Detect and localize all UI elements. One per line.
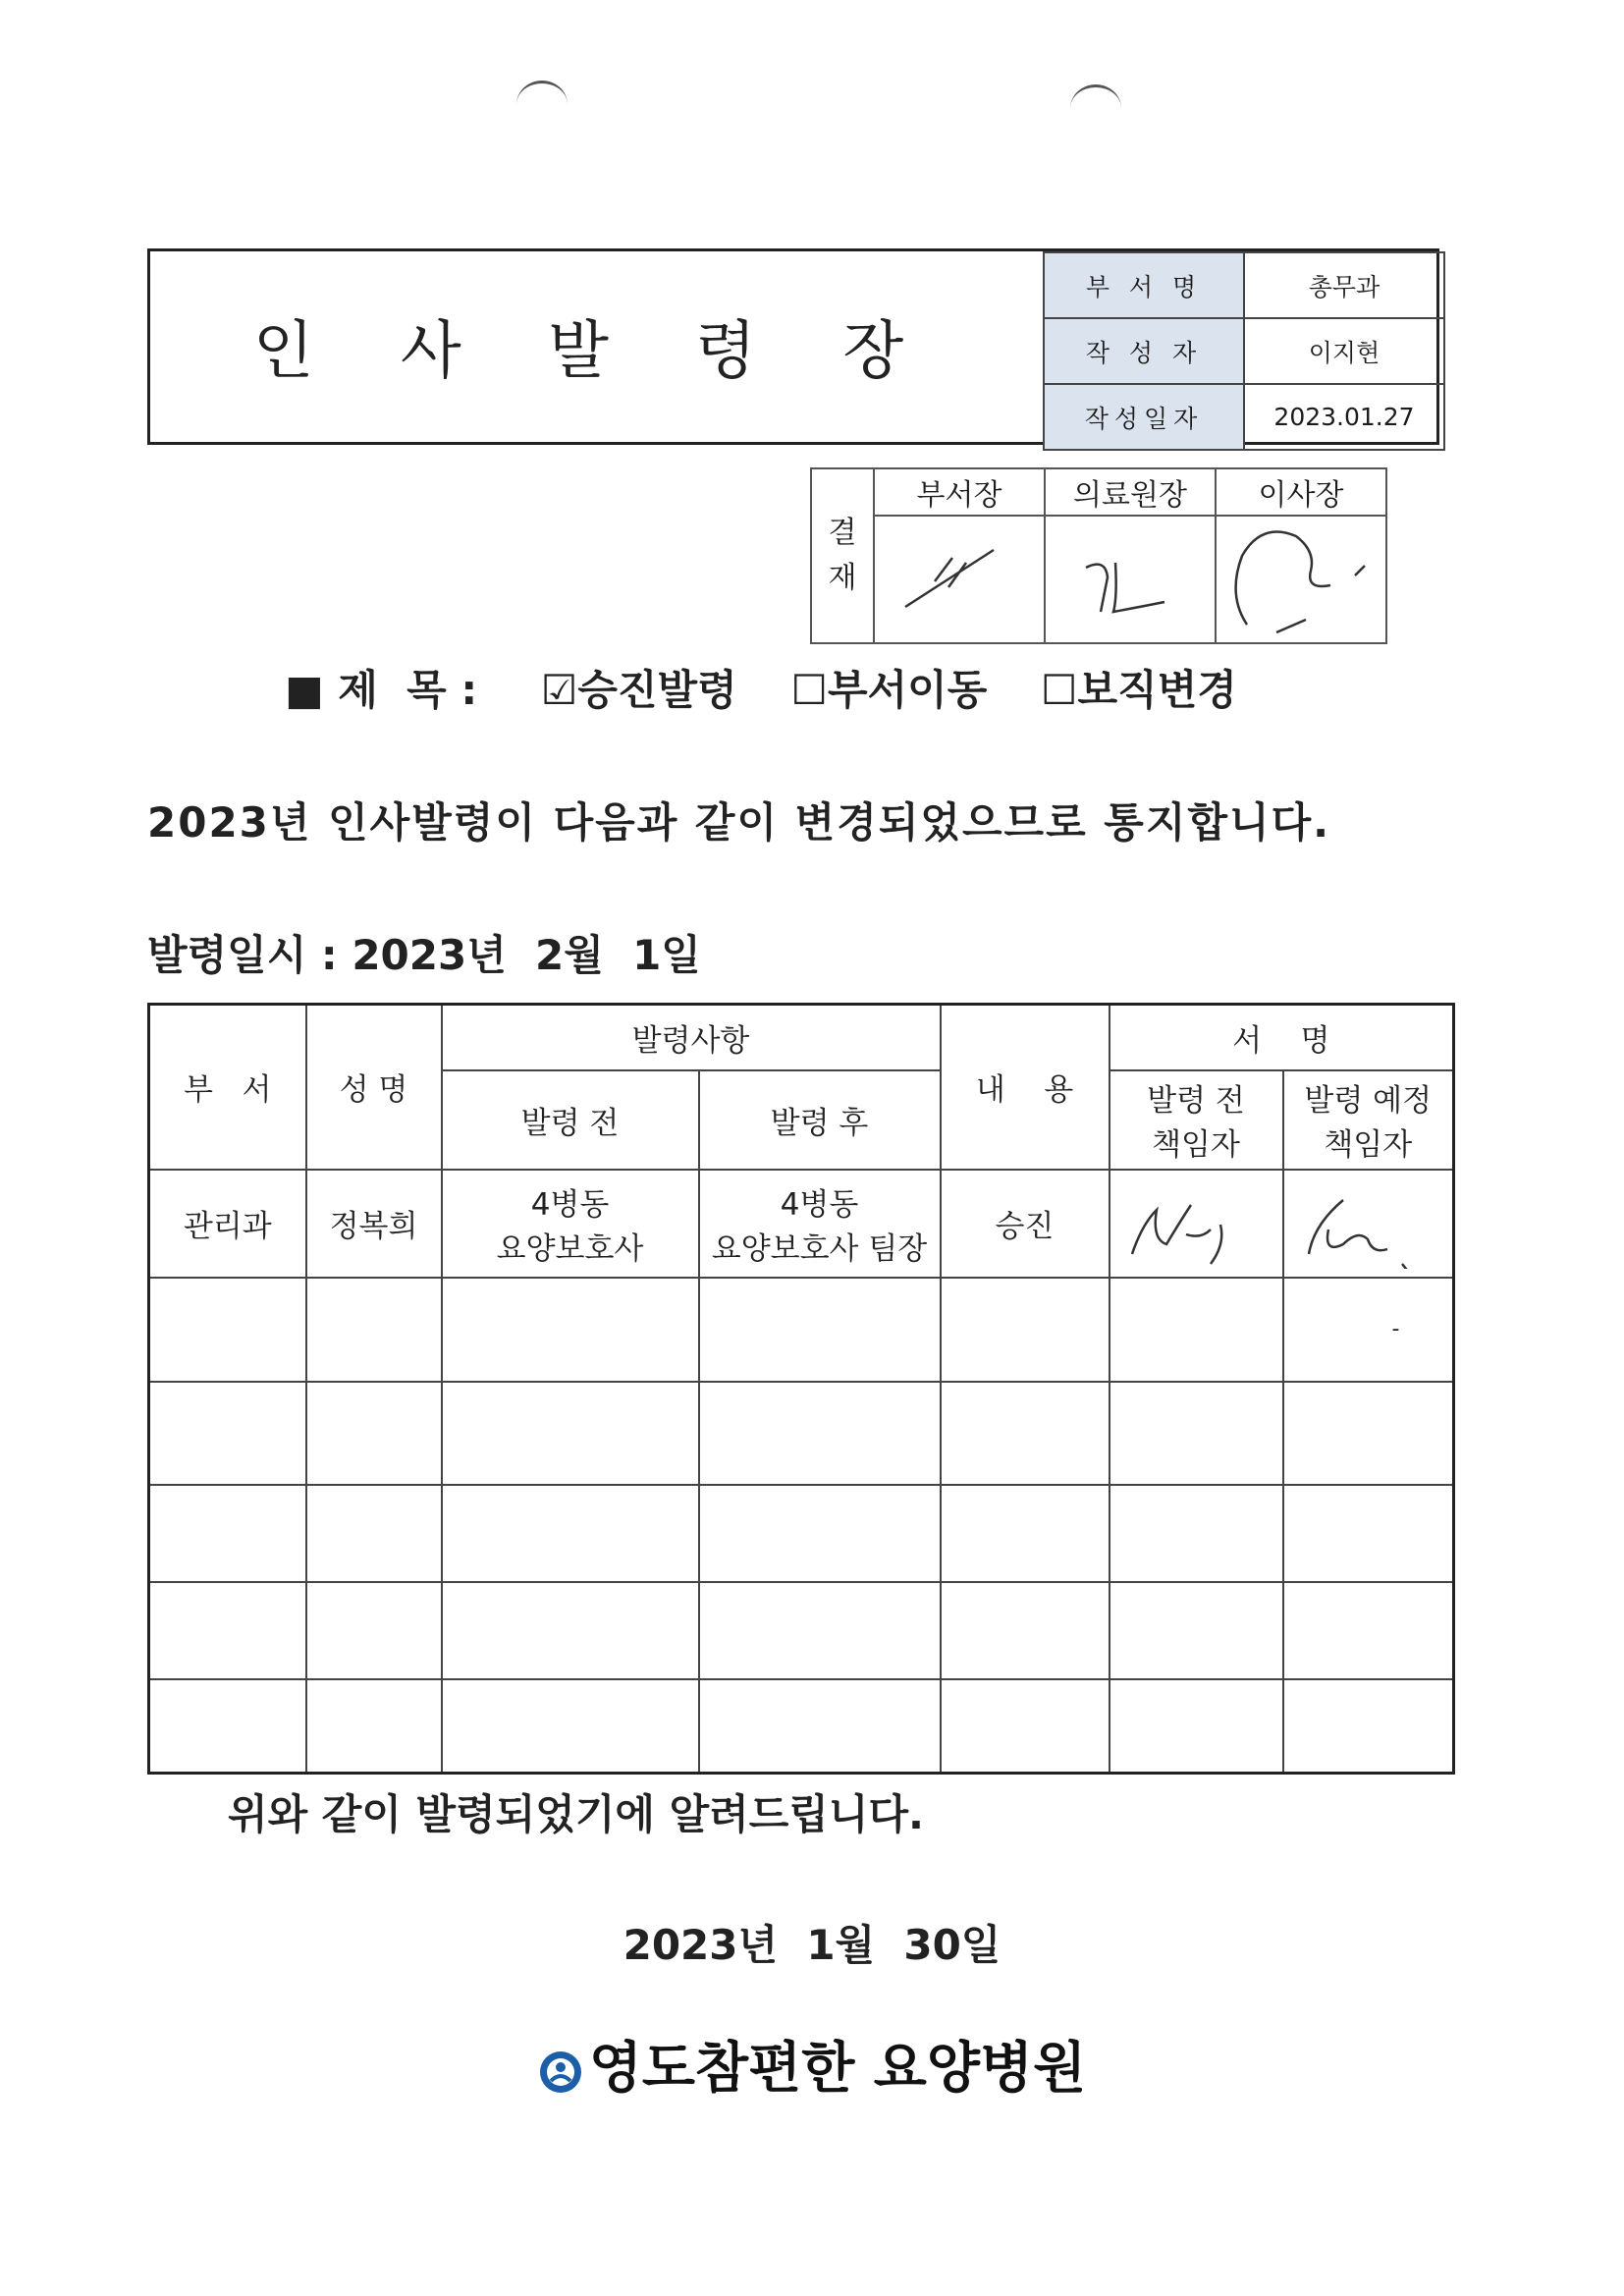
document-meta-table	[1043, 251, 1445, 451]
header-sign-before	[1110, 1070, 1283, 1170]
header-sign-after-line2: 책임자	[1324, 1127, 1413, 1163]
effective-date: 발령일시 : 2023년 2월 1일	[147, 931, 701, 979]
approval-label-bottom: 재	[828, 561, 857, 595]
punch-hole-left	[516, 81, 568, 129]
header-sign: 서 명	[1110, 1005, 1454, 1070]
header-sign-before-line1: 발령 전	[1147, 1083, 1245, 1119]
header-name: 성 명	[306, 1005, 442, 1170]
document-title: 인 사 발 령 장	[252, 315, 938, 388]
closing-text: 위와 같이 발령되었기에 알려드립니다.	[228, 1790, 924, 1838]
approval-role-dept-head: 부서장	[874, 468, 1045, 516]
meta-value-date: 2023.01.27	[1244, 384, 1444, 450]
hospital-emblem-icon	[538, 2050, 583, 2095]
table-row	[149, 1278, 1454, 1382]
subject-line	[285, 658, 1237, 717]
cell-after-line2: 요양보호사 팀장	[711, 1230, 928, 1267]
organization-label: 영도참편한 요양병원	[588, 2037, 1087, 2101]
meta-label-author: 작 성 자	[1044, 318, 1244, 384]
closing-date: 2023년 1월 30일	[623, 1921, 1001, 1969]
header-after: 발령 후	[699, 1070, 941, 1170]
table-row	[149, 1382, 1454, 1485]
header-order: 발령사항	[442, 1005, 941, 1070]
approval-role-director: 의료원장	[1045, 468, 1216, 516]
header-sign-before-line2: 책임자	[1152, 1127, 1240, 1163]
table-row	[149, 1679, 1454, 1774]
personnel-order-table	[147, 1003, 1455, 1775]
option-promotion: ☑승진발령	[540, 666, 737, 714]
cell-after-line1: 4병동	[780, 1186, 859, 1223]
cell-content: 승진	[941, 1170, 1110, 1278]
subject-prefix: ■ 제 목 :	[285, 666, 478, 714]
punch-hole-right	[1070, 84, 1121, 133]
meta-label-date: 작성일자	[1044, 384, 1244, 450]
header-sign-after	[1283, 1070, 1454, 1170]
meta-label-dept: 부 서 명	[1044, 252, 1244, 318]
header-before: 발령 전	[442, 1070, 699, 1170]
table-row	[149, 1170, 1454, 1278]
header-dept: 부 서	[149, 1005, 306, 1170]
header-content: 내 용	[941, 1005, 1110, 1170]
signature-director	[1045, 516, 1216, 643]
signature-chairman	[1216, 516, 1386, 643]
meta-value-author: 이지현	[1244, 318, 1444, 384]
organization-name	[0, 2025, 1624, 2104]
option-transfer: ☐부서이동	[790, 666, 988, 714]
cell-before-line2: 요양보호사	[496, 1230, 644, 1267]
approval-table	[810, 467, 1387, 644]
approval-label-top: 결	[828, 516, 857, 550]
cell-sign-before	[1110, 1170, 1283, 1278]
cell-after	[699, 1170, 941, 1278]
approval-role-chairman: 이사장	[1216, 468, 1386, 516]
cell-sign-after	[1283, 1170, 1454, 1278]
cell-name: 정복희	[306, 1170, 442, 1278]
stray-mark: -	[1283, 1278, 1454, 1382]
table-row	[149, 1582, 1454, 1679]
meta-value-dept: 총무과	[1244, 252, 1444, 318]
approval-label	[811, 468, 874, 643]
cell-dept: 관리과	[149, 1170, 306, 1278]
cell-before	[442, 1170, 699, 1278]
table-row	[149, 1485, 1454, 1582]
signature-dept-head	[874, 516, 1045, 643]
notice-text: 2023년 인사발령이 다음과 같이 변경되었으므로 통지합니다.	[147, 798, 1331, 847]
cell-before-line1: 4병동	[530, 1186, 610, 1223]
header-sign-after-line1: 발령 예정	[1304, 1083, 1433, 1119]
option-position-change: ☐보직변경	[1040, 666, 1237, 714]
